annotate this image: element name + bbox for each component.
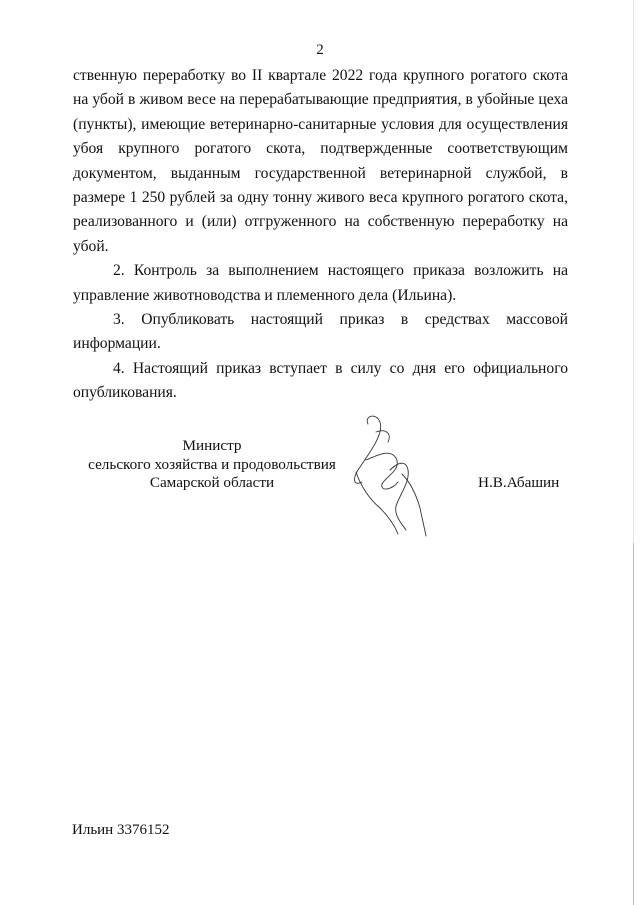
signatory-title-line-3: Самарской области (149, 474, 275, 491)
executor-footer: Ильин 3376152 (72, 822, 170, 838)
document-body (73, 64, 568, 406)
signatory-title-line-2: сельского хозяйства и продовольствия (88, 455, 336, 473)
signatory-title (72, 437, 352, 493)
paragraph-item-2: 2. Контроль за выполнением настоящего приказа возложить на управление животноводства и племенного дела (Ильина). (73, 262, 568, 304)
paragraph-continuation: ственную переработку во II квартале 2022 года крупного рогатого скота на убой в живом весе на перерабатывающие предприятия, в убойные цеха (пункты), имеющие ветеринарно-санитарные условия для осуществления убоя крупного рогатого скота, подтвержденные соответствующим документом, выданным государственной ветеринарной службой, в размере 1 250 рублей за одну тонну живого веса крупного рогатого скота, реализованного и (или) отгруженного на собственную переработку на убой. (73, 67, 568, 255)
scan-edge-line (633, 0, 634, 905)
paragraph-item-4: 4. Настоящий приказ вступает в силу со дня его официального опубликования. (73, 359, 568, 402)
page-number: 2 (316, 42, 324, 58)
paragraph-item-3: 3. Опубликовать настоящий приказ в средствах массовой информации. (73, 311, 568, 353)
handwritten-signature (346, 412, 436, 542)
signatory-name: Н.В.Абашин (478, 474, 560, 491)
signatory-title-line-1: Министр (182, 437, 242, 454)
